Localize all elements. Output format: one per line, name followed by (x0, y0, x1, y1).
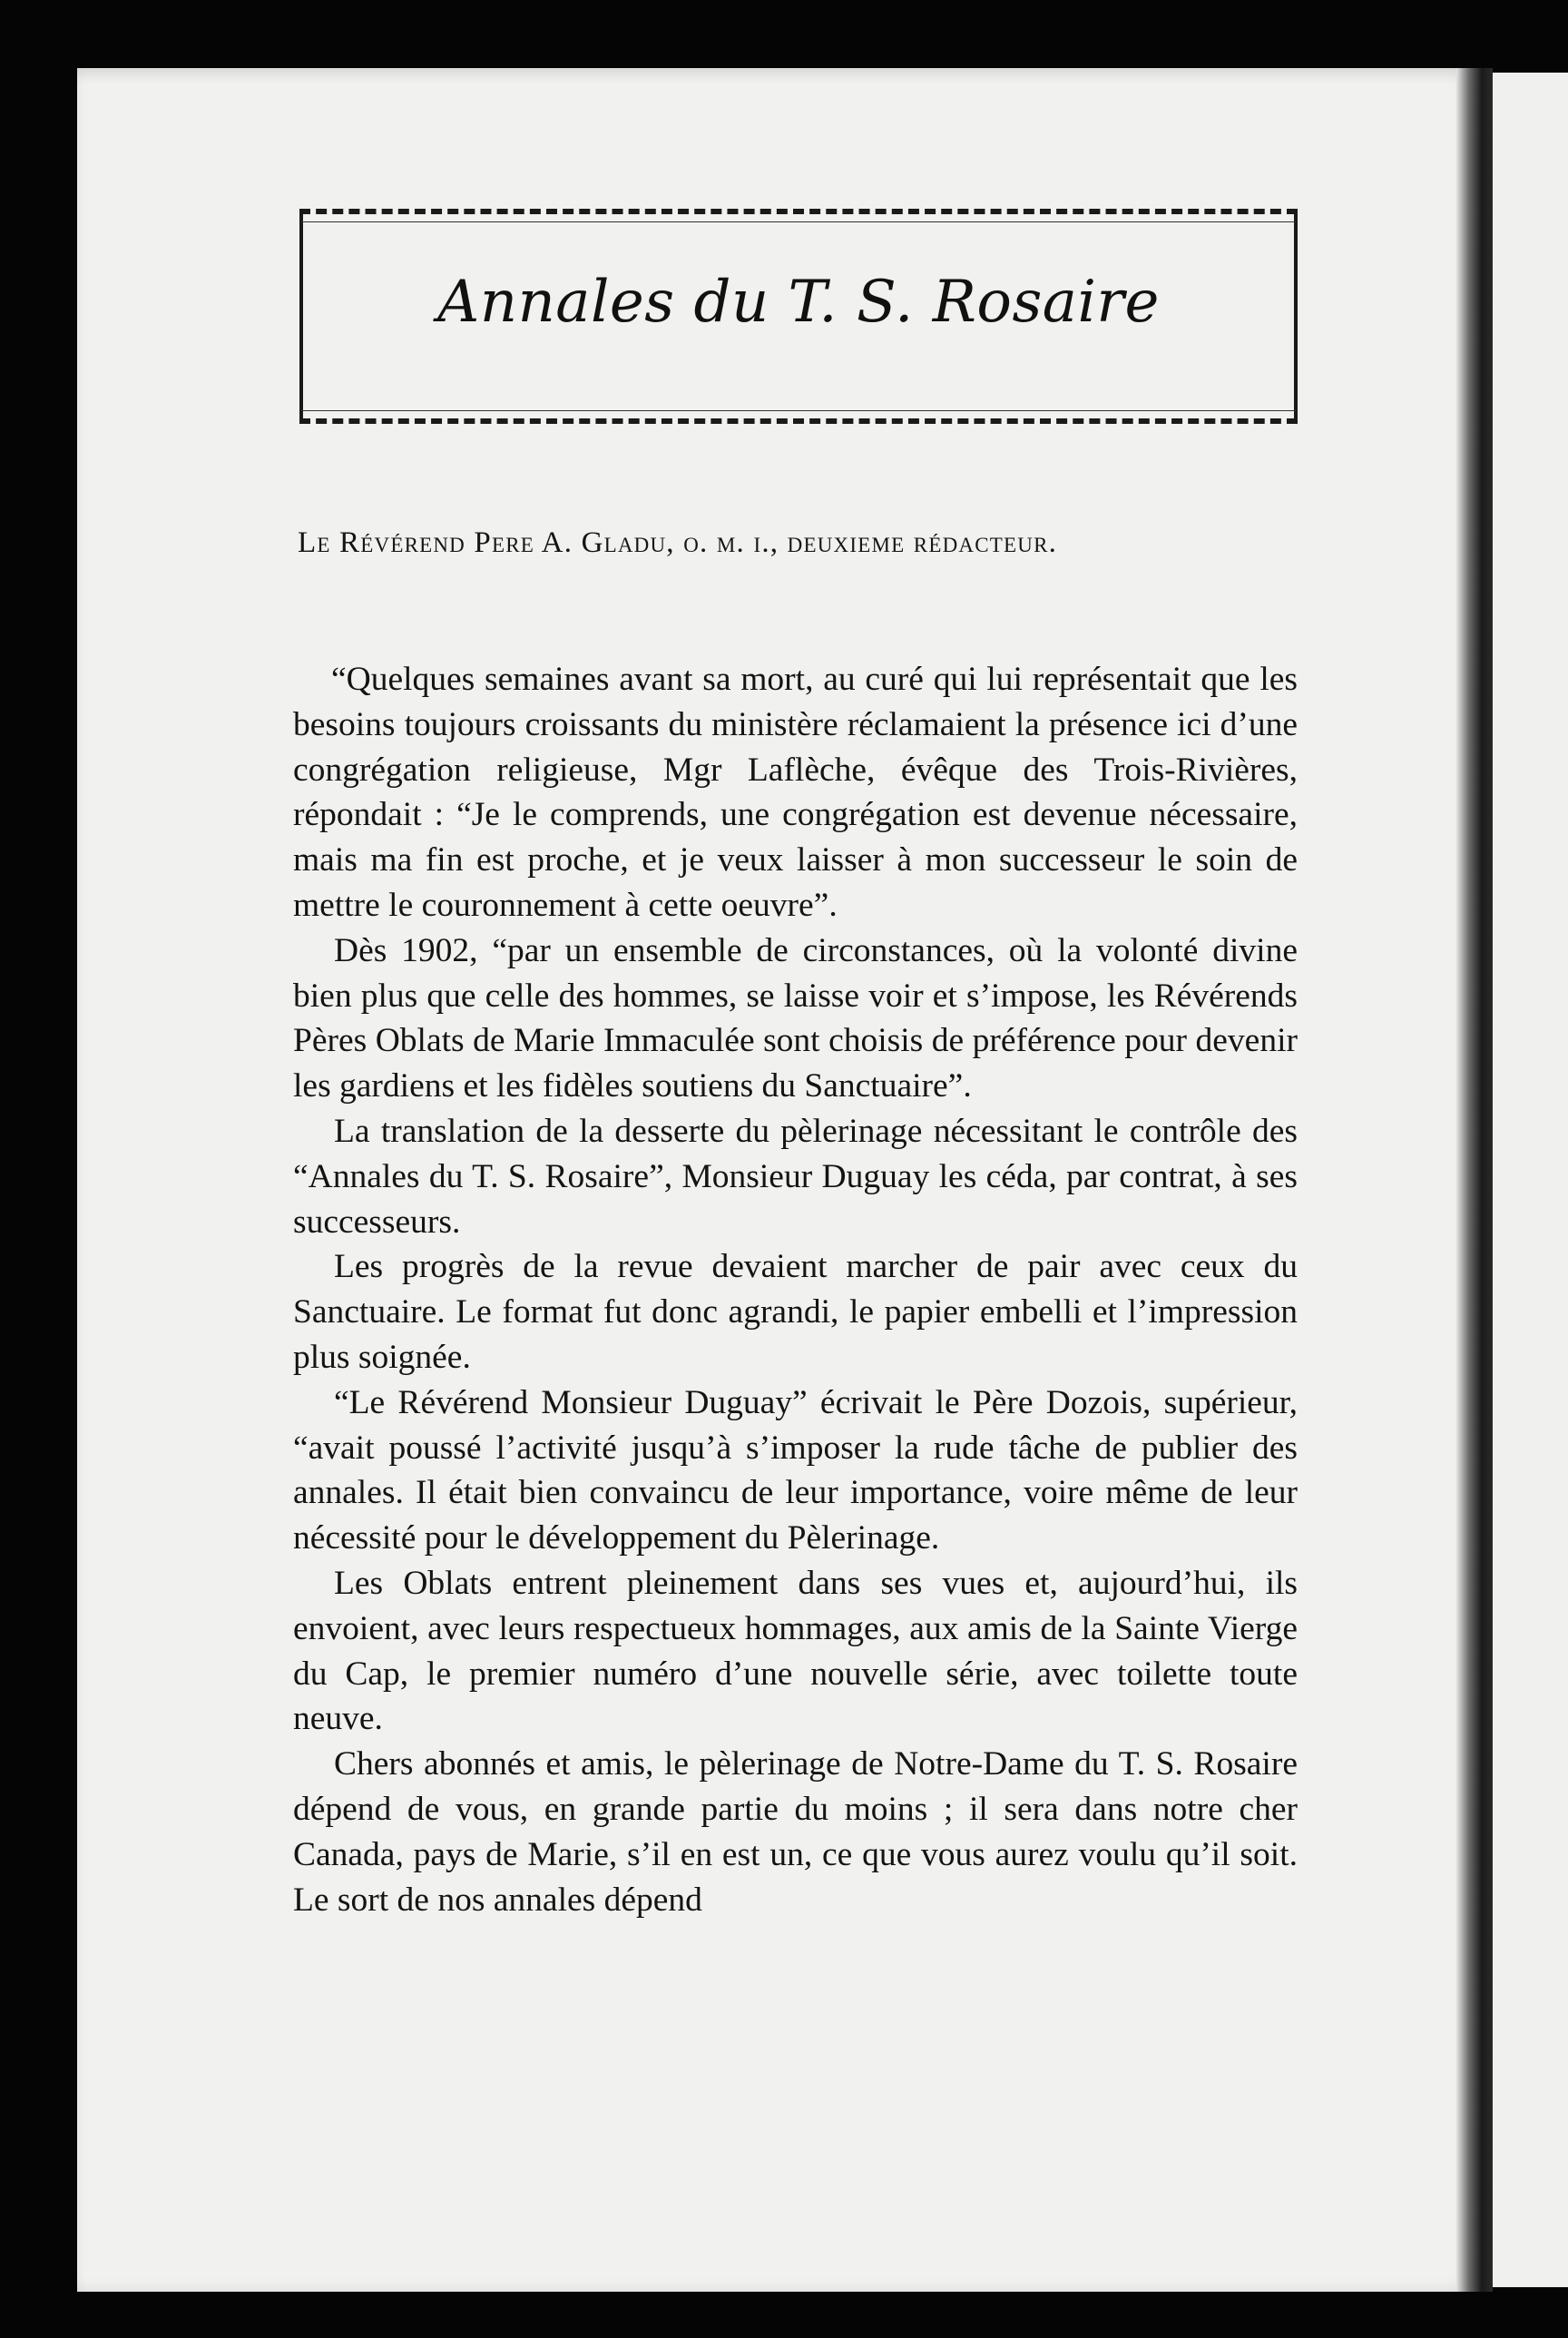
paragraph: Les Oblats entrent pleinement dans ses vues et, aujourd’hui, ils envoient, avec leurs respectueux hommages, aux amis de la Sainte Vierge du Cap, le premier numéro d’une nouvelle série, avec toilette toute neuve. (293, 1564, 1298, 1738)
title-frame (299, 209, 1298, 424)
adjacent-page-edge (1493, 73, 1568, 2287)
paragraph: “Le Révérend Monsieur Duguay” écrivait le Père Dozois, supérieur, “avait poussé l’activité jusqu’à s’imposer la rude tâche de publier des annales. Il était bien convaincu de leur importance, voire même de leur nécessité pour le développement du Pèlerinage. (293, 1383, 1298, 1557)
page-title: Annales du T. S. Rosaire (437, 269, 1160, 336)
book-gutter (1456, 68, 1493, 2292)
paragraph: La translation de la desserte du pèlerinage nécessitant le contrôle des “Annales du T. S. Rosaire”, Monsieur Duguay les céda, par contrat, à ses successeurs. (293, 1112, 1298, 1241)
paragraph: Chers abonnés et amis, le pèlerinage de Notre-Dame du T. S. Rosaire dépend de vous, en grande partie du moins ; il sera dans notre cher Canada, pays de Marie, s’il en est un, ce que vous aurez voulu qu’il soit. Le sort de nos annales dépend (293, 1745, 1298, 1919)
paragraph: Les progrès de la revue devaient marcher de pair avec ceux du Sanctuaire. Le format fut donc agrandi, le papier embelli et l’impression plus soignée. (293, 1248, 1298, 1376)
paragraph: Dès 1902, “par un ensemble de circonstances, où la volonté divine bien plus que celle des hommes, se laisse voir et s’impose, les Révérends Pères Oblats de Marie Immaculée sont choisis de préférence pour devenir les gardiens et les fidèles soutiens du Sanctuaire”. (293, 931, 1298, 1105)
article-body (293, 657, 1298, 1922)
paragraph: “Quelques semaines avant sa mort, au curé qui lui représentait que les besoins toujours croissants du ministère réclamaient la présence ici d’une congrégation religieuse, Mgr Laflèche, évêque des Trois-Rivières, répondait : “Je le comprends, une congrégation est devenue nécessaire, mais ma fin est proche, et je veux laisser à mon successeur le soin de mettre le couronnement à cette oeuvre”. (293, 661, 1298, 924)
article-heading: Le Révérend Pere A. Gladu, o. m. i., deuxieme rédacteur. (298, 526, 1058, 559)
